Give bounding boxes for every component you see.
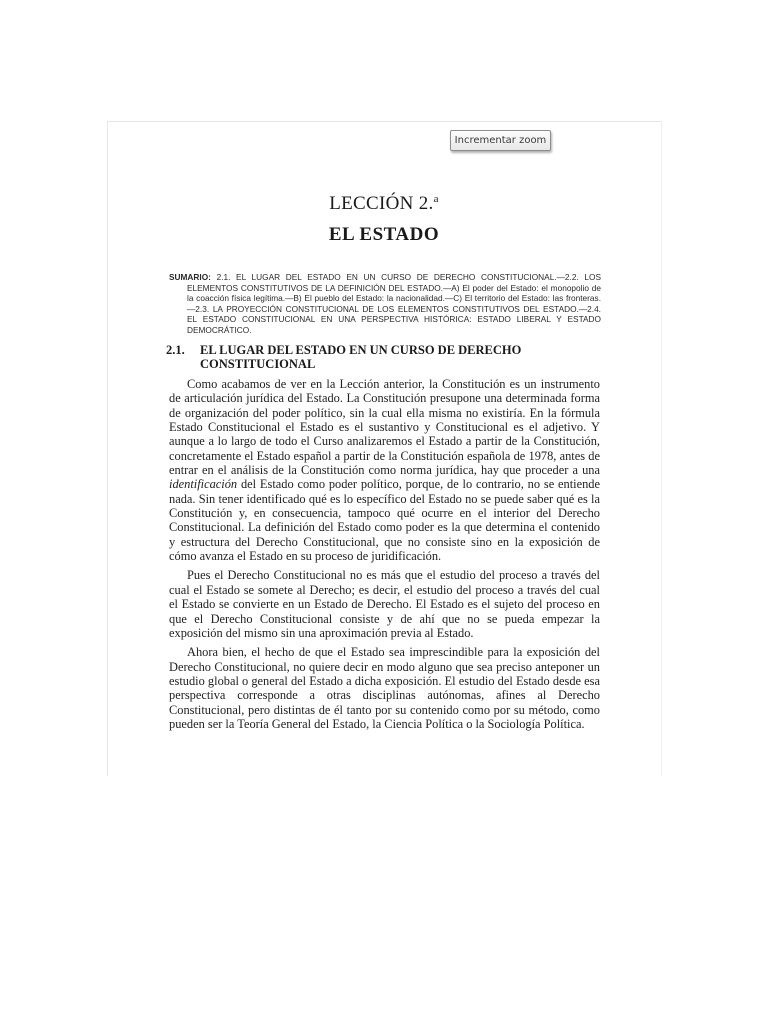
zoom-in-button[interactable]: Incrementar zoom xyxy=(450,130,551,151)
section-number: 2.1. xyxy=(166,343,185,357)
paragraph: Pues el Derecho Constitucional no es más que el estudio del proceso a través del cual el Estado se somete al Derecho; es decir, el estudio del proceso a través del cual el Estado se convierte en un Estado de Derecho. El Estado es el sujeto del proceso en que el Derecho Constitucional consiste y de ahí que no se pueda empezar la exposición del mismo sin una aproximación previa al Estado. xyxy=(169,568,600,640)
lesson-label: LECCIÓN 2. xyxy=(329,193,434,214)
paragraph-text: Como acabamos de ver en la Lección anterior, la Constitución es un instrumento de articulación jurídica del Estado. La Constitución presupone una determinada forma de organización del poder político, sin la cual ella misma no existiría. En la fórmula Estado Constitucional el Estado es el sustantivo y Constitucional es el adjetivo. Y aunque a lo largo de todo el Curso analizaremos el Estado a partir de la Constitución, concretamente el Estado español a partir de la Constitución española de 1978, antes de entrar en el análisis de la Constitución como norma jurídica, hay que proceder a una xyxy=(169,377,600,478)
summary-block xyxy=(169,272,601,335)
summary-label: SUMARIO: xyxy=(169,272,211,282)
section-title: EL LUGAR DEL ESTADO EN UN CURSO DE DERECHO CONSTITUCIONAL xyxy=(200,343,522,371)
body-text xyxy=(169,377,600,736)
paragraph-text: del Estado como poder político, porque, de lo contrario, no se entiende nada. Sin tener identificado qué es lo específico del Estado no se puede saber qué es la Constitución y, en consecuencia, tampoco qué ocurre en el interior del Derecho Constitucional. La definición del Estado como poder es la que determina el contenido y estructura del Derecho Constitucional, que no consiste sino en la exposición de cómo avanza el Estado en su proceso de juridificación. xyxy=(169,477,600,564)
emphasis-text: identificación xyxy=(169,477,238,492)
paragraph: Ahora bien, el hecho de que el Estado sea imprescindible para la exposición del Derecho Constitucional, no quiere decir en modo alguno que sea preciso anteponer un estudio global o general del Estado a dicha exposición. El estudio del Estado desde esa perspectiva corresponde a otras disciplinas autónomas, afines al Derecho Constitucional, pero distintas de él tanto por su contenido como por su método, como pueden ser la Teoría General del Estado, la Ciencia Política o la Sociología Política. xyxy=(169,645,600,731)
chapter-title: EL ESTADO xyxy=(328,224,440,245)
paragraph xyxy=(169,377,600,563)
lesson-heading xyxy=(0,193,768,215)
summary-text: 2.1. EL LUGAR DEL ESTADO EN UN CURSO DE DERECHO CONSTITUCIONAL.—2.2. LOS ELEMENTOS CONSTITUTIVOS DE LA DEFINICIÓN DEL ESTADO.—A) El poder del Estado: el monopolio de la coacción física legítima.—B) El pueblo del Estado: la nacionalidad.—C) El territorio del Estado: las fronteras.—2.3. LA PROYECCIÓN CONSTITUCIONAL DE LOS ELEMENTOS CONSTITUTIVOS DEL ESTADO.—2.4. EL ESTADO CONSTITUCIONAL EN UNA PERSPECTIVA HISTÓRICA: ESTADO LIBERAL Y ESTADO DEMOCRÁTICO. xyxy=(187,272,601,335)
lesson-ordinal: a xyxy=(433,193,439,205)
section-heading xyxy=(166,343,606,371)
